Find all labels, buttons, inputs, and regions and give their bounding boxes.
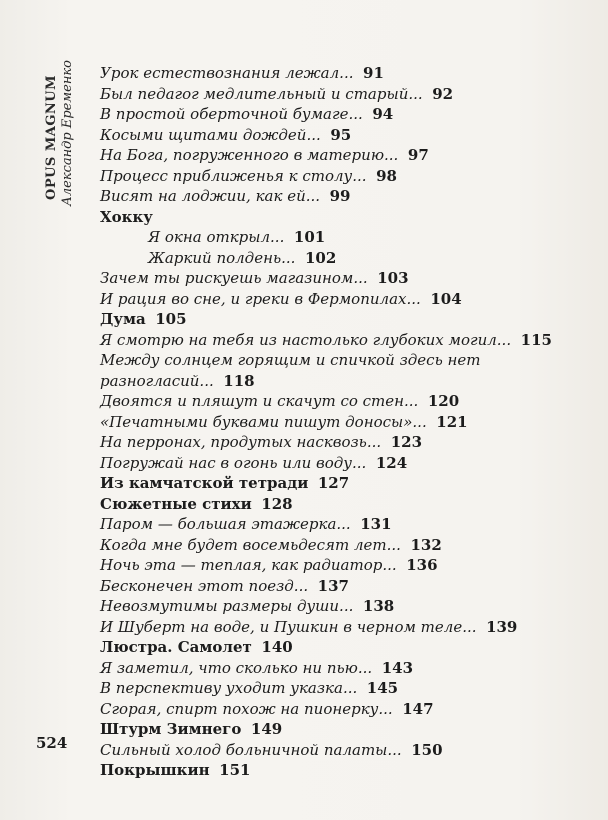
toc-entry-title: На Бога, погруженного в материю... [100, 146, 399, 164]
toc-entry-title: Зачем ты рискуешь магазином... [100, 269, 368, 287]
page-number: 524 [36, 734, 68, 752]
toc-entry-title: «Печатными буквами пишут доносы»... [100, 412, 427, 431]
toc-entry-page: 149 [250, 720, 283, 738]
toc-entry-title: Бесконечен этот поезд... [100, 576, 309, 595]
toc-entry [100, 637, 590, 658]
toc-entry [100, 678, 590, 699]
toc-entry [100, 473, 590, 494]
toc-entry-page: 136 [406, 556, 438, 574]
toc-entry-page: 131 [360, 515, 392, 533]
toc-entry-page: 138 [362, 597, 395, 615]
toc-entry [100, 227, 590, 248]
toc-entry [100, 289, 590, 310]
toc-entry [100, 617, 590, 638]
toc-entry-title: Ночь эта — теплая, как радиатор... [100, 556, 397, 574]
toc-entry-title: Когда мне будет восемьдесят лет... [100, 535, 401, 554]
toc-entry [100, 760, 590, 781]
toc-entry [100, 494, 590, 515]
toc-entry [100, 453, 590, 474]
toc-entry [100, 658, 590, 679]
toc-entry-page: 139 [486, 617, 518, 636]
toc-entry-page: 104 [430, 289, 462, 308]
toc-entry-title: Урок естествознания лежал... [100, 64, 354, 82]
toc-entry [100, 63, 590, 84]
toc-entry-page: 101 [293, 228, 326, 246]
toc-entry-title: Двоятся и пляшут и скачут со стен... [100, 392, 419, 410]
toc-entry-title: Хокку [100, 207, 153, 226]
toc-entry [100, 248, 590, 269]
toc-entry [100, 596, 590, 617]
toc-entry-title: Погружай нас в огонь или воду... [100, 453, 367, 472]
toc-entry-title: Сюжетные стихи [100, 494, 252, 513]
toc-entry-page: 92 [432, 84, 454, 103]
toc-entry [100, 391, 590, 412]
toc-entry-page: 95 [330, 125, 352, 144]
toc-entry-page: 99 [329, 187, 351, 205]
toc-entry-title: Жаркий полдень... [148, 248, 296, 267]
toc-entry [100, 371, 590, 392]
toc-entry-page: 115 [520, 330, 552, 349]
toc-entry-title: Я заметил, что сколько ни пью... [100, 658, 373, 677]
toc-entry [100, 125, 590, 146]
toc-entry [100, 576, 590, 597]
toc-entry-page: 140 [261, 638, 293, 656]
toc-entry-page: 91 [363, 64, 384, 82]
toc-entry-page: 98 [376, 166, 397, 185]
running-head-title: OPUS MAGNUM [44, 74, 59, 200]
toc-entry-page: 124 [375, 453, 408, 472]
toc-entry [100, 555, 590, 576]
toc-entry-title: Покрышкин [100, 761, 210, 779]
toc-entry [100, 330, 590, 351]
toc-entry [100, 104, 590, 125]
toc-entry [100, 309, 590, 330]
toc-entry-page: 150 [411, 740, 443, 759]
toc-entry-title: разногласий... [100, 371, 214, 390]
toc-entry [100, 719, 590, 740]
toc-entry-page: 145 [366, 679, 399, 697]
toc-entry-title: В перспективу уходит указка... [100, 679, 358, 697]
toc-entry [100, 207, 590, 228]
toc-entry-page: 132 [410, 535, 442, 554]
toc-entry-title: В простой оберточной бумаге... [100, 105, 363, 123]
toc-entry-title: Косыми щитами дождей... [100, 125, 321, 144]
toc-entry [100, 350, 590, 371]
toc-entry [100, 535, 590, 556]
toc-entry [100, 740, 590, 761]
toc-entry-title: И рация во сне, и греки в Фермопилах... [100, 289, 421, 308]
toc-entry-title: На перронах, продутых насквозь... [100, 433, 382, 451]
toc-entry-page: 137 [317, 576, 349, 595]
toc-entry-page: 127 [317, 474, 350, 492]
toc-entry-page: 103 [377, 269, 409, 287]
toc-entry-page: 102 [304, 248, 337, 267]
toc-entry-title: Из камчатской тетради [100, 474, 309, 492]
toc-entry-title: Штурм Зимнего [100, 720, 242, 738]
toc-entry [100, 186, 590, 207]
toc-entry-title: Процесс приближенья к столу... [100, 166, 367, 185]
toc-entry [100, 412, 590, 433]
running-head-author: Александр Еременко [60, 60, 75, 206]
table-of-contents [100, 63, 590, 781]
toc-entry-page: 94 [372, 105, 394, 123]
toc-entry-page: 121 [436, 412, 468, 431]
toc-entry [100, 514, 590, 535]
toc-entry-page: 151 [219, 761, 251, 779]
toc-entry-title: Я смотрю на тебя из настолько глубоких могил... [100, 330, 512, 349]
toc-entry-title: Сильный холод больничной палаты... [100, 740, 402, 759]
toc-entry [100, 699, 590, 720]
toc-entry [100, 145, 590, 166]
toc-entry-page: 97 [407, 146, 429, 164]
toc-entry-page: 143 [381, 658, 414, 677]
toc-entry-title: Невозмутимы размеры души... [100, 597, 354, 615]
toc-entry-page: 147 [402, 699, 434, 718]
running-head [40, 60, 80, 210]
toc-entry-title: И Шуберт на воде, и Пушкин в черном теле... [100, 617, 477, 636]
toc-entry-title: Я окна открыл... [148, 228, 285, 246]
toc-entry [100, 166, 590, 187]
toc-entry-title: Был педагог медлительный и старый... [100, 84, 423, 103]
toc-entry-page: 123 [390, 433, 423, 451]
toc-entry-title: Дума [100, 310, 146, 328]
toc-entry-title: Сгорая, спирт похож на пионерку... [100, 699, 393, 718]
toc-entry-page: 128 [261, 494, 293, 513]
toc-entry-page: 118 [223, 371, 255, 390]
toc-entry-page: 105 [155, 310, 187, 328]
toc-entry-page: 120 [427, 392, 460, 410]
toc-entry [100, 432, 590, 453]
toc-entry-title: Между солнцем горящим и спичкой здесь нет [100, 351, 481, 369]
toc-entry-title: Паром — большая этажерка... [100, 515, 351, 533]
toc-entry [100, 84, 590, 105]
toc-entry-title: Люстра. Самолет [100, 638, 252, 656]
toc-entry [100, 268, 590, 289]
toc-entry-title: Висят на лоджии, как ей... [100, 187, 321, 205]
